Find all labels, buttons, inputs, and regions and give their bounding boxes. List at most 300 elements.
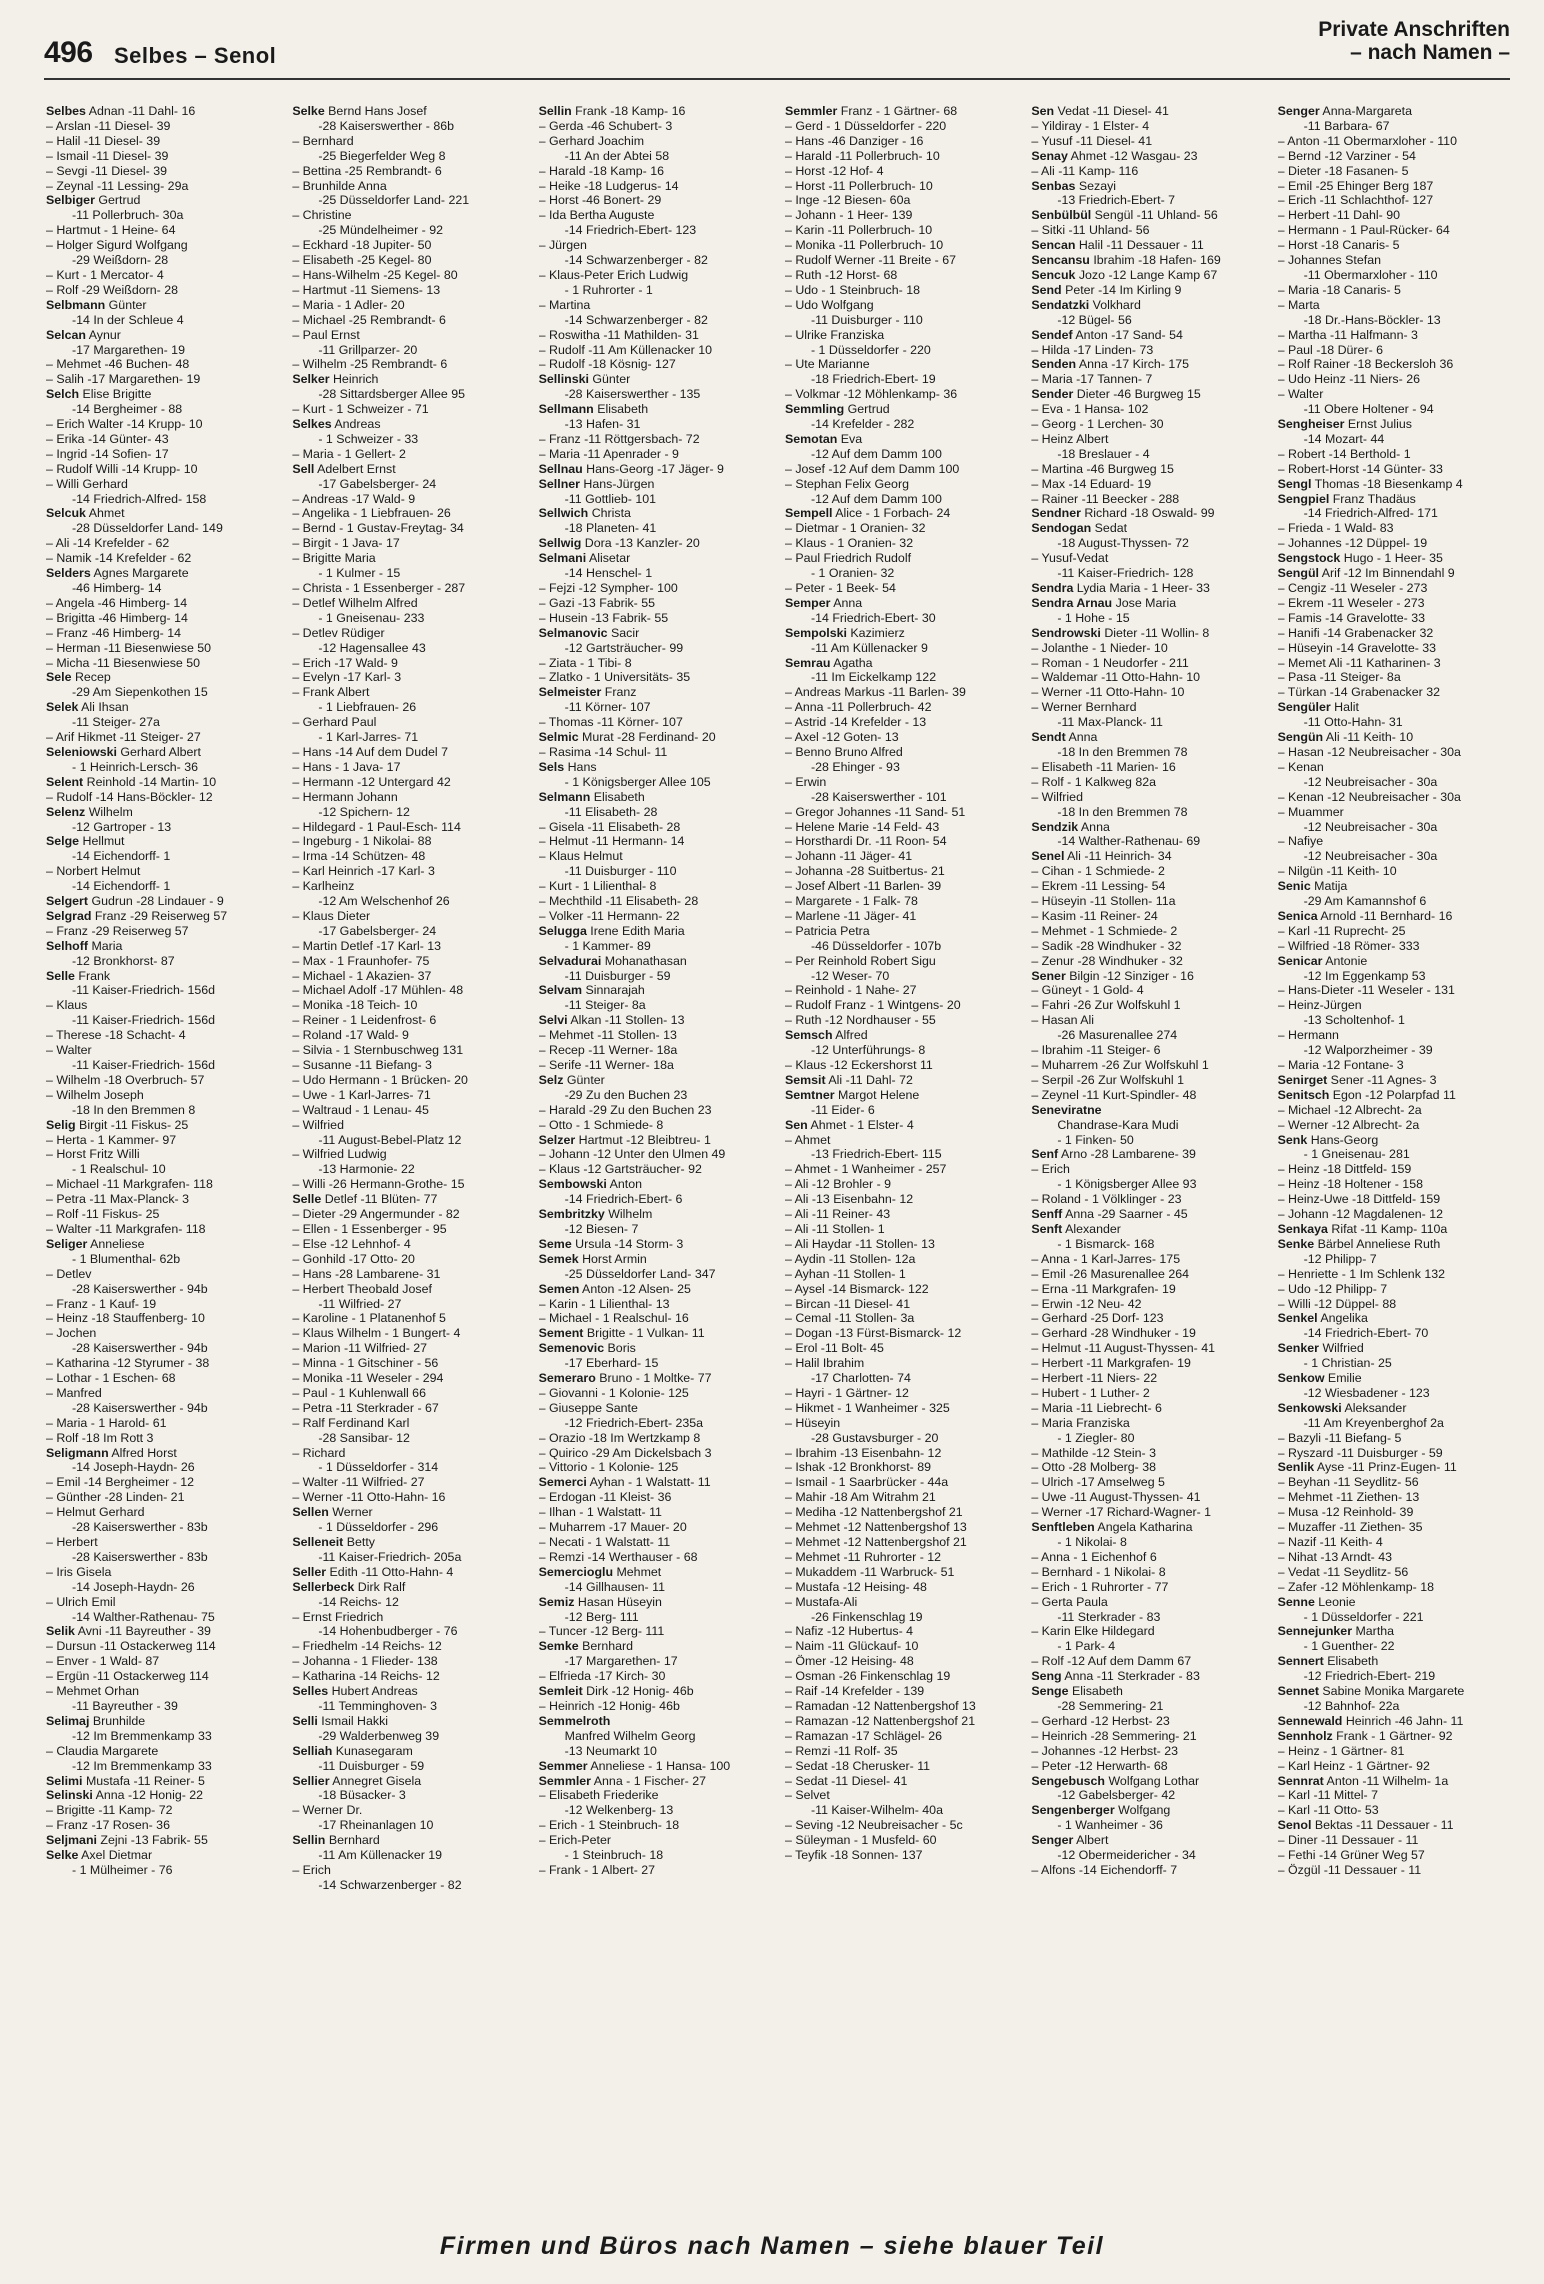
entry-details: Anna-Margareta [1319, 104, 1412, 118]
person-entry: – Erich [292, 1862, 331, 1877]
surname-entry [1031, 1520, 1263, 1535]
surname: Semrau [784, 655, 831, 670]
entry-details: Arno -28 Lambarene- 39 [1058, 1147, 1196, 1162]
entry-continuation: -12 Biesen- 7 [564, 1221, 639, 1236]
entry-continuation: -14 Eichendorff- 1 [72, 879, 171, 894]
person-entry: – Fahri -26 Zur Wolfskuhl 1 [1031, 998, 1181, 1013]
person-entry: – Mehmet -11 Ruhrorter - 12 [784, 1549, 942, 1564]
person-entry: – Heinz-Jürgen [1277, 998, 1362, 1013]
surname: Semper [784, 595, 831, 610]
entry-continuation: -11 Duisburger - 59 [318, 1758, 425, 1773]
entry-continuation: - 1 Hohe - 15 [1057, 610, 1130, 625]
entry-details: Sener -11 Agnes- 3 [1327, 1072, 1437, 1087]
person-entry: – Erich -11 Schlachthof- 127 [1277, 193, 1434, 208]
surname-entry [292, 1192, 524, 1207]
entry-continuation: -12 Weser- 70 [810, 968, 890, 983]
person-entry: – Elisabeth Friederike [538, 1788, 659, 1803]
person-entry: – Willi -12 Düppel- 88 [1277, 1296, 1397, 1311]
surname: Selleneit [292, 1535, 344, 1549]
person-entry: – Mehmet -12 Nattenbergshof 13 [784, 1520, 967, 1535]
surname: Sellner [538, 476, 580, 491]
entry-continuation: -28 Kaiserswerther - 94b [72, 1400, 208, 1415]
surname: Semmelroth [538, 1713, 611, 1728]
person-entry: – Ramazan -12 Nattenbergshof 21 [784, 1713, 976, 1728]
person-entry: – Wilfried -18 Römer- 333 [1277, 938, 1420, 953]
person-entry: – Harald -29 Zu den Buchen 23 [538, 1102, 712, 1117]
person-entry: – Emil -14 Bergheimer - 12 [46, 1475, 195, 1490]
person-entry: – Arif Hikmet -11 Steiger- 27 [46, 730, 201, 745]
entry-continuation: -12 Gartsträucher- 99 [564, 640, 684, 655]
surname-entry [46, 1774, 278, 1789]
person-entry: – Mehmet -12 Nattenbergshof 21 [784, 1535, 967, 1549]
entry-continuation: -11 Kaiser-Wilhelm- 40a [810, 1803, 943, 1818]
person-entry: – Ali Haydar -11 Stollen- 13 [784, 1236, 935, 1251]
section-title-line2: – nach Namen – [1350, 41, 1510, 64]
entry-continuation: -46 Düsseldorfer - 107b [810, 938, 942, 953]
directory-column [539, 104, 771, 1893]
surname-entry [1278, 1073, 1510, 1088]
entry-continuation: -11 Steiger- 8a [564, 998, 646, 1013]
surname-entry [46, 909, 278, 924]
person-entry: – Klaus Dieter [292, 908, 371, 923]
person-entry: – Ellen - 1 Essenberger - 95 [292, 1221, 447, 1236]
person-entry: – Marlene -11 Jäger- 41 [784, 908, 917, 923]
surname-entry [46, 298, 278, 313]
person-entry: – Maria Franziska [1031, 1415, 1130, 1430]
person-entry: – Jolanthe - 1 Nieder- 10 [1031, 640, 1168, 655]
person-entry: – Georg - 1 Lerchen- 30 [1031, 417, 1164, 432]
entry-details: Richard -18 Oswald- 99 [1080, 506, 1215, 521]
entry-details: Elisabeth [593, 402, 649, 417]
surname: Sendt [1031, 730, 1066, 745]
person-entry: – Michael -12 Albrecht- 2a [1277, 1102, 1422, 1117]
surname: Seliger [46, 1236, 88, 1251]
entry-details: Maria [88, 938, 123, 953]
person-entry: – Heike -18 Ludgerus- 14 [538, 178, 679, 193]
surname-entry [785, 1028, 1017, 1043]
page-header [44, 18, 1510, 78]
surname: Sellen [292, 1505, 329, 1520]
person-entry: – Herta - 1 Kammer- 97 [46, 1132, 177, 1147]
surname-entry [46, 506, 278, 521]
surname-entry [785, 1088, 1017, 1103]
surname: Senic [1277, 879, 1311, 894]
person-entry: – Max - 1 Fraunhofer- 75 [292, 953, 430, 968]
person-entry: – Horsthardi Dr. -11 Roon- 54 [784, 834, 947, 849]
person-entry: – Erich-Peter [538, 1833, 611, 1848]
surname: Sellwich [538, 506, 589, 521]
person-entry: – Katharina -12 Styrumer - 38 [46, 1356, 210, 1371]
surname: Selgrad [46, 908, 92, 923]
person-entry: – Hubert - 1 Luther- 2 [1031, 1385, 1150, 1400]
entry-details: Rifat -11 Kamp- 110a [1327, 1221, 1448, 1236]
person-entry: – Dieter -18 Fasanen- 5 [1277, 163, 1409, 178]
surname: Selimi [46, 1773, 83, 1788]
surname: Sener [1031, 968, 1066, 983]
entry-details: Brigitte - 1 Vulkan- 11 [583, 1326, 705, 1341]
person-entry: – Maria -18 Canaris- 5 [1277, 282, 1401, 297]
entry-details: Anna [1078, 819, 1110, 834]
entry-details: Reinhold -14 Martin- 10 [83, 774, 217, 789]
entry-details: Brunhilde [89, 1713, 146, 1728]
entry-details: Bruno - 1 Moltke- 77 [595, 1371, 712, 1386]
surname-entry [1031, 581, 1263, 596]
person-entry: – Klaus Wilhelm - 1 Bungert- 4 [292, 1326, 461, 1341]
entry-continuation: - 1 Nikolai- 8 [1057, 1535, 1127, 1549]
entry-continuation: - 1 Königsberger Allee 105 [564, 774, 711, 789]
entry-continuation: -13 Friedrich-Ebert- 115 [810, 1147, 942, 1162]
entry-continuation: -14 Eichendorff- 1 [72, 849, 171, 864]
person-entry: – Maria - 1 Adler- 20 [292, 297, 405, 312]
entry-continuation: -12 Spichern- 12 [318, 804, 410, 819]
person-entry: – Inge -12 Biesen- 60a [784, 193, 911, 208]
entry-continuation: -17 Rheinanlagen 10 [318, 1818, 434, 1833]
surname-entry [46, 387, 278, 402]
entry-continuation: - 1 Kammer- 89 [564, 938, 651, 953]
entry-details: Boris [604, 1341, 636, 1356]
surname: Selcuk [46, 506, 86, 521]
entry-details: Volkhard [1089, 297, 1141, 312]
person-entry: – Michael Adolf -17 Mühlen- 48 [292, 983, 464, 998]
person-entry: – Minna - 1 Gitschiner - 56 [292, 1356, 439, 1371]
person-entry: – Mehmet -11 Stollen- 13 [538, 1028, 677, 1043]
person-entry: – Ruth -12 Horst- 68 [784, 267, 898, 282]
person-entry: – Mahir -18 Am Witrahm 21 [784, 1490, 936, 1505]
person-entry: – Hans-Dieter -11 Weseler - 131 [1277, 983, 1455, 998]
entry-details: Egon -12 Polarpfad 11 [1329, 1087, 1456, 1102]
person-entry: – Erna -11 Markgrafen- 19 [1031, 1281, 1176, 1296]
surname: Senger [1277, 104, 1320, 118]
entry-details: Hugo - 1 Heer- 35 [1340, 551, 1443, 566]
person-entry: – Ayhan -11 Stollen- 1 [784, 1266, 906, 1281]
surname: Sendzik [1031, 819, 1079, 834]
surname: Semleit [538, 1684, 583, 1699]
surname: Senkowski [1277, 1400, 1342, 1415]
entry-details: Wilhelm [85, 804, 133, 819]
person-entry: – Rainer -11 Beecker - 288 [1031, 491, 1180, 506]
surname: Sellinski [538, 372, 589, 387]
surname-entry [46, 969, 278, 984]
person-entry: – Udo Heinz -11 Niers- 26 [1277, 372, 1420, 387]
surname-entry [539, 1759, 771, 1774]
surname: Seng [1031, 1669, 1062, 1684]
person-entry: – Walter [46, 1043, 92, 1058]
entry-details: Hartmut -12 Bleibtreu- 1 [575, 1132, 711, 1147]
surname: Selvi [538, 1013, 568, 1028]
entry-details: Irene Edith Maria [586, 923, 685, 938]
person-entry: – Roswitha -11 Mathilden- 31 [538, 327, 699, 342]
entry-continuation: -12 Unterführungs- 8 [810, 1043, 926, 1058]
entry-continuation: -17 Margarethen- 17 [564, 1654, 678, 1669]
entry-continuation: -12 Obermeidericher - 34 [1057, 1848, 1196, 1863]
entry-continuation: -11 Bayreuther - 39 [72, 1698, 178, 1713]
surname-entry [539, 1237, 771, 1252]
surname-entry [539, 477, 771, 492]
person-entry: – Mehmet Orhan [46, 1684, 139, 1699]
entry-details: Alice - 1 Forbach- 24 [832, 506, 951, 521]
entry-details: Anton -11 Wilhelm- 1a [1323, 1773, 1449, 1788]
surname: Sender [1031, 387, 1074, 402]
entry-details: Ali -11 Heinrich- 34 [1064, 849, 1172, 864]
entry-continuation: -11 Gottlieb- 101 [564, 491, 657, 506]
person-entry: – Muzaffer -11 Ziethen- 35 [1277, 1520, 1423, 1535]
entry-details: Bilgin -12 Sinziger - 16 [1065, 968, 1194, 983]
entry-continuation: -12 Philipp- 7 [1303, 1251, 1377, 1266]
surname: Selle [292, 1192, 322, 1207]
entry-continuation: -14 Henschel- 1 [564, 566, 653, 581]
person-entry: – Uwe - 1 Karl-Jarres- 71 [292, 1087, 431, 1102]
surname-entry [539, 1684, 771, 1699]
person-entry: – Horst -11 Pollerbruch- 10 [784, 178, 933, 193]
person-entry: – Maria -17 Tannen- 7 [1031, 372, 1153, 387]
person-entry: – Manfred [46, 1385, 102, 1400]
entry-continuation: -12 Auf dem Damm 100 [810, 491, 942, 506]
entry-details: Kunasegaram [332, 1743, 413, 1758]
surname: Sennewald [1277, 1713, 1343, 1728]
entry-continuation: - 1 Kulmer - 15 [318, 566, 401, 581]
surname-entry [785, 596, 1017, 611]
surname-entry [1278, 1371, 1510, 1386]
surname: Semmling [784, 402, 845, 417]
surname-entry [1278, 492, 1510, 507]
person-entry: – Harald -18 Kamp- 16 [538, 163, 665, 178]
person-entry: – Franz - 1 Kauf- 19 [46, 1296, 157, 1311]
surname: Selke [46, 1848, 79, 1863]
person-entry: – Hüseyin -11 Stollen- 11a [1031, 894, 1176, 909]
entry-details: Margot Helene [834, 1087, 920, 1102]
surname-entry [46, 1833, 278, 1848]
surname: Sempell [784, 506, 833, 521]
person-entry: – Giuseppe Sante [538, 1400, 638, 1415]
entry-continuation: -12 Im Bremmenkamp 33 [72, 1758, 212, 1773]
person-entry: – Nafiz -12 Hubertus- 4 [784, 1624, 914, 1639]
surname: Sencansu [1031, 253, 1090, 268]
entry-details: Anton -17 Sand- 54 [1072, 327, 1183, 342]
entry-continuation: -12 Bügel- 56 [1057, 312, 1132, 327]
person-entry: – Klaus -12 Eckershorst 11 [784, 1058, 933, 1072]
entry-details: Avni -11 Bayreuther - 39 [74, 1624, 211, 1639]
person-entry: – Erdogan -11 Kleist- 36 [538, 1490, 672, 1505]
person-entry: – Cengiz -11 Weseler - 273 [1277, 581, 1428, 595]
person-entry: – Ulrich Emil [46, 1594, 116, 1609]
person-entry: – Astrid -14 Krefelder - 13 [784, 715, 927, 730]
person-entry: – Cemal -11 Stollen- 3a [784, 1311, 915, 1326]
surname-entry [539, 506, 771, 521]
surname-entry [539, 924, 771, 939]
entry-continuation: - 1 Düsseldorfer - 296 [318, 1520, 439, 1535]
surname-entry [292, 1714, 524, 1729]
surname: Sels [538, 759, 565, 774]
entry-details: Axel Dietmar [78, 1848, 153, 1863]
person-entry: – Anton -11 Obermarxloher - 110 [1277, 133, 1457, 148]
surname-entry [539, 462, 771, 477]
person-entry: – Ingrid -14 Sofien- 17 [46, 446, 169, 461]
person-entry: – Friedhelm -14 Reichs- 12 [292, 1639, 442, 1654]
surname: Senge [1031, 1684, 1069, 1699]
entry-continuation: -14 Gillhausen- 11 [564, 1579, 665, 1594]
person-entry: – Horst -18 Canaris- 5 [1277, 238, 1400, 253]
person-entry: – Paul - 1 Kuhlenwall 66 [292, 1385, 426, 1400]
person-entry: – Peter - 1 Beek- 54 [784, 581, 896, 595]
surname-entry [1278, 551, 1510, 566]
entry-details: Ayhan - 1 Walstatt- 11 [586, 1475, 711, 1490]
entry-continuation: -14 Friedrich-Ebert- 70 [1303, 1326, 1429, 1341]
entry-details: Frank -18 Kamp- 16 [571, 104, 686, 118]
entry-continuation: -12 Gartroper - 13 [72, 819, 172, 834]
surname-entry [292, 372, 524, 387]
surname-entry [1278, 1088, 1510, 1103]
entry-details: Mustafa -11 Reiner- 5 [82, 1773, 205, 1788]
entry-continuation: -12 Neubreisacher - 30a [1303, 774, 1438, 789]
person-entry: – Horst -46 Bonert- 29 [538, 193, 662, 208]
person-entry: – Selvet [784, 1788, 830, 1803]
person-entry: – Paul Ernst [292, 327, 360, 342]
person-entry: – Michael - 1 Realschul- 16 [538, 1311, 689, 1326]
entry-details: Arif -12 Im Binnendahl 9 [1318, 566, 1455, 581]
person-entry: – Henriette - 1 Im Schlenk 132 [1277, 1266, 1446, 1281]
entry-continuation: -18 In den Bremmen 78 [1057, 744, 1188, 759]
entry-details: Sinnarajah [582, 983, 645, 998]
person-entry: – Detlev [46, 1266, 92, 1281]
surname-entry [539, 1714, 771, 1729]
person-entry: – Enver - 1 Wald- 87 [46, 1654, 160, 1669]
surname: Send [1031, 282, 1062, 297]
person-entry: – Famis -14 Gravelotte- 33 [1277, 610, 1426, 625]
person-entry: – Gerhard -25 Dorf- 123 [1031, 1311, 1164, 1326]
person-entry: – Herbert -11 Niers- 22 [1031, 1371, 1158, 1386]
person-entry: – Johannes -12 Düppel- 19 [1277, 536, 1428, 551]
surname-entry [785, 432, 1017, 447]
person-entry: – Norbert Helmut [46, 864, 141, 879]
entry-details: Adnan -11 Dahl- 16 [85, 104, 196, 118]
person-entry: – Fethi -14 Grüner Weg 57 [1277, 1848, 1425, 1863]
person-entry: – Michael - 1 Akazien- 37 [292, 968, 432, 983]
surname-entry [539, 730, 771, 745]
person-entry: – Else -12 Lehnhof- 4 [292, 1236, 411, 1251]
entry-continuation: -12 Am Welschenhof 26 [318, 894, 450, 909]
entry-continuation: -28 Sansibar- 12 [318, 1430, 410, 1445]
person-entry: – Petra -11 Sterkrader - 67 [292, 1400, 439, 1415]
surname: Sendrowski [1031, 625, 1101, 640]
person-entry: – Patricia Petra [784, 923, 870, 938]
person-entry: – Robert -14 Berthold- 1 [1277, 446, 1411, 461]
person-entry: – Frank - 1 Albert- 27 [538, 1862, 656, 1877]
entry-continuation: - 1 Park- 4 [1057, 1639, 1116, 1654]
entry-continuation: -11 Barbara- 67 [1303, 118, 1390, 133]
surname-entry [1278, 730, 1510, 745]
entry-details: Anna -17 Kirch- 175 [1076, 357, 1190, 372]
surname: Sencuk [1031, 267, 1076, 282]
surname-entry [1031, 820, 1263, 835]
person-entry: – Frieda - 1 Wald- 83 [1277, 521, 1394, 536]
surname-entry [539, 1341, 771, 1356]
surname-entry [1031, 626, 1263, 641]
person-entry: – Türkan -14 Grabenacker 32 [1277, 685, 1440, 700]
person-entry: – Wilfried [292, 1117, 344, 1132]
surname-entry [46, 328, 278, 343]
person-entry: – Mediha -12 Nattenbergshof 21 [784, 1505, 963, 1520]
person-entry: – Ernst Friedrich [292, 1609, 384, 1624]
person-entry: – Sitki -11 Uhland- 56 [1031, 223, 1150, 238]
person-entry: – Karoline - 1 Platanenhof 5 [292, 1311, 446, 1326]
entry-continuation: -11 Im Eickelkamp 122 [810, 670, 937, 685]
entry-details: Anna -29 Saarner - 45 [1062, 1207, 1188, 1222]
person-entry: – Hermann Johann [292, 789, 398, 804]
surname-entry [1278, 1460, 1510, 1475]
surname-entry [1278, 1311, 1510, 1326]
surname: Selz [538, 1072, 564, 1087]
person-entry: – Anna - 1 Eichenhof 6 [1031, 1549, 1157, 1564]
person-entry: – Mehmet -46 Buchen- 48 [46, 357, 190, 372]
surname-entry [1031, 104, 1263, 119]
entry-continuation: -11 Otto-Hahn- 31 [1303, 715, 1403, 730]
surname-entry [539, 372, 771, 387]
person-entry: – Volkmar -12 Möhlenkamp- 36 [784, 387, 958, 402]
person-entry: – Horst -12 Hof- 4 [784, 163, 884, 178]
person-entry: – Elisabeth -11 Marien- 16 [1031, 759, 1176, 774]
entry-continuation: -14 Bergheimer - 88 [72, 402, 183, 417]
person-entry: – Ömer -12 Heising- 48 [784, 1654, 914, 1669]
surname-entry [1278, 909, 1510, 924]
person-entry: – Lothar - 1 Eschen- 68 [46, 1371, 176, 1386]
person-entry: – Hanifi -14 Grabenacker 32 [1277, 625, 1434, 640]
entry-continuation: -26 Masurenallee 274 [1057, 1028, 1178, 1043]
entry-details: Alexander [1062, 1221, 1121, 1236]
entry-details: Zejni -13 Fabrik- 55 [96, 1833, 208, 1848]
surname-entry [539, 1595, 771, 1610]
surname: Sen [1031, 104, 1055, 118]
entry-details: Günter [588, 372, 631, 387]
entry-details: Heinrich -46 Jahn- 11 [1342, 1713, 1464, 1728]
person-entry: – Andreas Markus -11 Barlen- 39 [784, 685, 966, 700]
person-entry: – Max -14 Eduard- 19 [1031, 476, 1152, 491]
entry-details: Alfred Horst [108, 1445, 177, 1460]
person-entry: – Zlatko - 1 Universitäts- 35 [538, 670, 691, 685]
person-entry: – Gerta Paula [1031, 1594, 1108, 1609]
surname-entry [292, 1684, 524, 1699]
person-entry: – Bernhard - 1 Nikolai- 8 [1031, 1564, 1166, 1579]
person-entry: – Wilfried [1031, 789, 1083, 804]
person-entry: – Yusuf -11 Diesel- 41 [1031, 133, 1153, 148]
running-head: Selbes – Senol [114, 43, 277, 68]
person-entry: – Johann - 1 Heer- 139 [784, 208, 913, 223]
person-entry: – Ismail - 1 Saarbrücker - 44a [784, 1475, 949, 1490]
entry-continuation: -18 August-Thyssen- 72 [1057, 536, 1189, 551]
surname: Sendef [1031, 327, 1073, 342]
entry-continuation: -13 Harmonie- 22 [318, 1162, 415, 1177]
person-entry: – Erwin [784, 774, 827, 789]
person-entry: – Mehmet - 1 Schmiede- 2 [1031, 923, 1178, 938]
person-entry: – Rudolf -18 Kösnig- 127 [538, 357, 676, 372]
person-entry: – Johann -11 Jäger- 41 [784, 849, 913, 864]
person-entry: – Petra -11 Max-Planck- 3 [46, 1192, 190, 1207]
person-entry: – Günther -28 Linden- 21 [46, 1490, 185, 1505]
entry-details: Dirk -12 Honig- 46b [582, 1684, 694, 1699]
person-entry: – Diner -11 Dessauer - 11 [1277, 1833, 1419, 1848]
surname: Selbes [46, 104, 86, 118]
entry-details: Detlef -11 Blüten- 77 [321, 1192, 438, 1207]
surname: Senel [1031, 849, 1065, 864]
person-entry: – Seving -12 Neubreisacher - 5c [784, 1818, 963, 1833]
surname-entry [292, 1774, 524, 1789]
entry-continuation: -11 Eider- 6 [810, 1102, 875, 1117]
surname: Selimaj [46, 1713, 90, 1728]
entry-details: Wolfgang [1114, 1803, 1171, 1818]
surname: Sengün [1277, 730, 1324, 745]
entry-details: Heinrich [329, 372, 379, 387]
surname: Selek [46, 700, 79, 715]
person-entry: – Evelyn -17 Karl- 3 [292, 670, 402, 685]
